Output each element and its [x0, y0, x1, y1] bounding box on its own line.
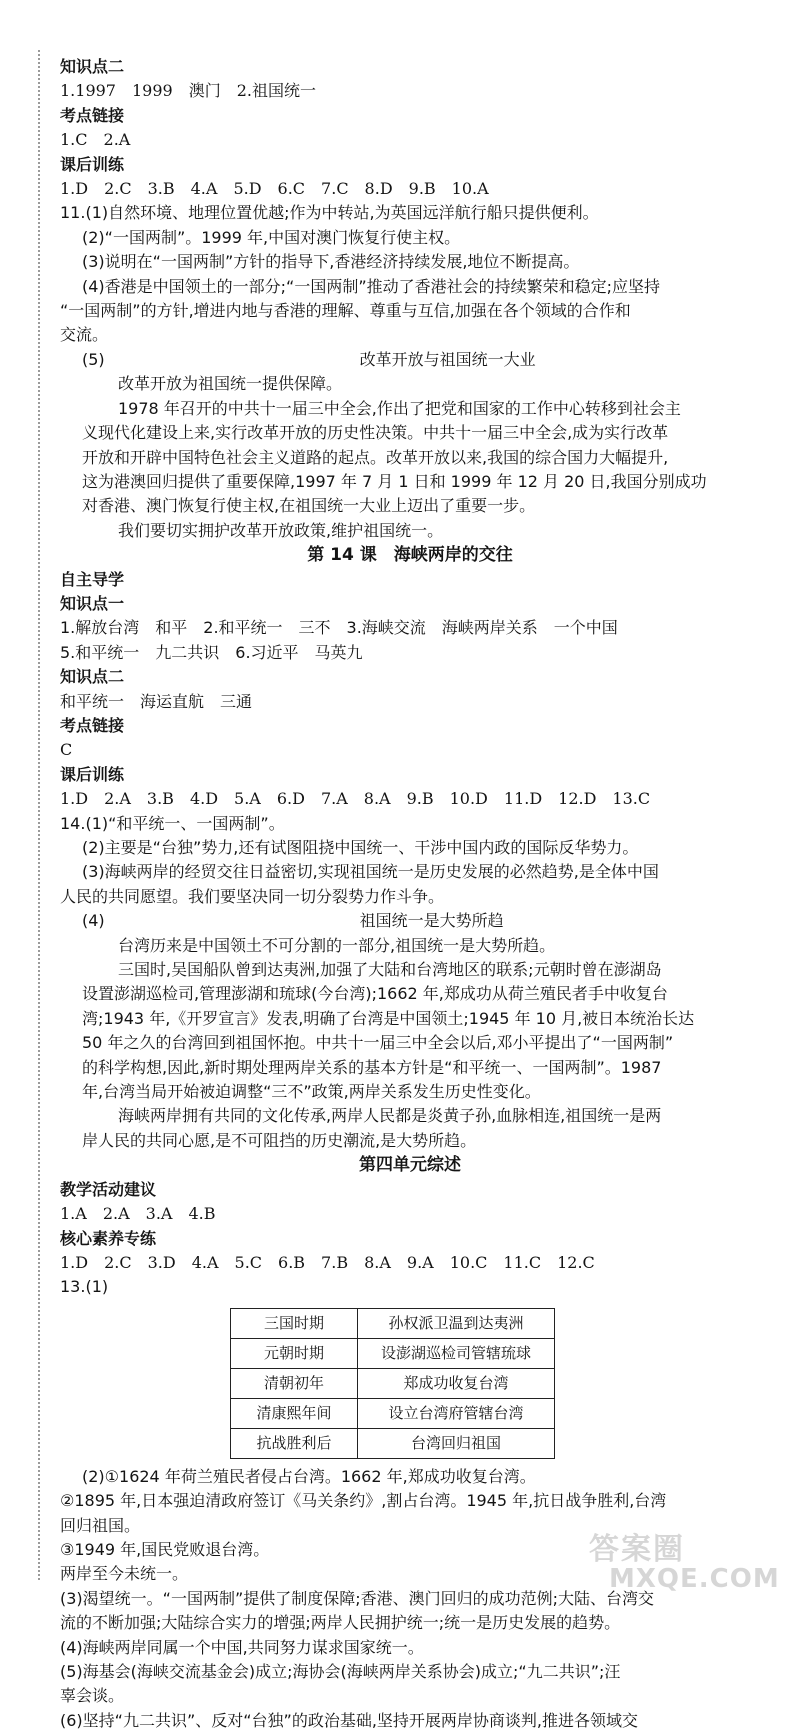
- unit-title: [60, 1153, 760, 1177]
- essay-line: 岸人民的共同心愿,是不可阻挡的历史潮流,是大势所趋。: [82, 1130, 477, 1150]
- essay-line: 这为港澳回归提供了重要保障,1997 年 7 月 1 日和 1999 年 12 月 20 日,我国分别成功: [82, 471, 707, 491]
- section-heading: 知识点二: [60, 667, 125, 687]
- answer-line: 1.D 2.C 3.D 4.A 5.C 6.B 7.B 8.A 9.A 10.C 11.C 12.C: [60, 1252, 595, 1272]
- table-cell-event: 郑成功收复台湾: [358, 1368, 555, 1398]
- answer-line: 和平统一 海运直航 三通: [60, 691, 253, 711]
- answer-line: 14.(1)“和平统一、一国两制”。: [60, 813, 285, 833]
- answer-line: ③1949 年,国民党败退台湾。: [60, 1539, 270, 1559]
- answer-content: [60, 55, 760, 1733]
- answer-line: C: [60, 740, 73, 760]
- question-label: (4): [82, 911, 105, 931]
- answer-line: 回归祖国。: [60, 1515, 141, 1535]
- answer-line: “一国两制”的方针,增进内地与香港的理解、尊重与互信,加强在各个领域的合作和: [60, 301, 631, 321]
- watermark-url: MXQE.COM: [609, 1564, 780, 1594]
- answer-line: (3)海峡两岸的经贸交往日益密切,实现祖国统一是历史发展的必然趋势,是全体中国: [82, 862, 659, 882]
- site-watermark: [589, 1524, 779, 1594]
- essay-line: 设置澎湖巡检司,管理澎湖和琉球(今台湾);1662 年,郑成功从荷兰殖民者手中收复台: [82, 984, 668, 1004]
- lesson-title: 第 14 课 海峡两岸的交往: [307, 545, 513, 566]
- binding-dotted-line: [38, 50, 40, 1580]
- table-row: [231, 1308, 555, 1338]
- essay-title-line: [60, 909, 760, 933]
- essay-line: 开放和开辟中国特色社会主义道路的起点。改革开放以来,我国的综合国力大幅提升,: [82, 447, 669, 467]
- section-heading: 教学活动建议: [60, 1179, 157, 1199]
- answer-line: 1.A 2.A 3.A 4.B: [60, 1204, 216, 1224]
- essay-line: 湾;1943 年,《开罗宣言》发表,明确了台湾是中国领土;1945 年 10 月,被日本统治长达: [82, 1008, 695, 1028]
- answer-line: (4)香港是中国领土的一部分;“一国两制”推动了香港社会的持续繁荣和稳定;应坚持: [82, 276, 661, 296]
- section-heading: 知识点一: [60, 593, 125, 613]
- answer-line: 1.D 2.A 3.B 4.D 5.A 6.D 7.A 8.A 9.B 10.D 11.D 12.D 13.C: [60, 789, 651, 809]
- essay-line: 改革开放为祖国统一提供保障。: [118, 374, 343, 394]
- section-heading: 考点链接: [60, 105, 125, 125]
- table-cell-period: 元朝时期: [231, 1338, 358, 1368]
- answer-line: 辜会谈。: [60, 1686, 125, 1706]
- table-row: [231, 1368, 555, 1398]
- essay-line: 对香港、澳门恢复行使主权,在祖国统一大业上迈出了重要一步。: [82, 496, 536, 516]
- table-cell-period: 清朝初年: [231, 1368, 358, 1398]
- table-row: [231, 1428, 555, 1458]
- answer-line: (2)主要是“台独”势力,还有试图阻挠中国统一、干涉中国内政的国际反华势力。: [82, 838, 639, 857]
- answer-line: 5.和平统一 九二共识 6.习近平 马英九: [60, 642, 363, 662]
- essay-line: 年,台湾当局开始被迫调整“三不”政策,两岸关系发生历史性变化。: [82, 1082, 541, 1102]
- answer-line: (3)渴望统一。“一国两制”提供了制度保障;香港、澳门回归的成功范例;大陆、台湾交: [60, 1588, 655, 1608]
- table-cell-event: 台湾回归祖国: [358, 1428, 555, 1458]
- essay-line: 1978 年召开的中共十一届三中全会,作出了把党和国家的工作中心转移到社会主: [118, 398, 681, 418]
- answer-line: 1.C 2.A: [60, 130, 131, 150]
- history-table: [230, 1308, 555, 1459]
- section-heading: 课后训练: [60, 154, 125, 174]
- table-cell-period: 清康熙年间: [231, 1398, 358, 1428]
- unit-title-text: 第四单元综述: [359, 1155, 461, 1176]
- essay-line: 台湾历来是中国领土不可分割的一部分,祖国统一是大势所趋。: [118, 935, 556, 955]
- question-label: 13.(1): [60, 1277, 109, 1297]
- answer-line: (2)①1624 年荷兰殖民者侵占台湾。1662 年,郑成功收复台湾。: [82, 1466, 536, 1486]
- answer-line: 交流。: [60, 325, 109, 345]
- answer-line: 11.(1)自然环境、地理位置优越;作为中转站,为英国远洋航行船只提供便利。: [60, 203, 599, 223]
- section-heading: 自主导学: [60, 569, 125, 589]
- table-row: [231, 1398, 555, 1428]
- answer-line: 1.解放台湾 和平 2.和平统一 三不 3.海峡交流 海峡两岸关系 一个中国: [60, 618, 618, 638]
- section-heading: 核心素养专练: [60, 1228, 157, 1248]
- answer-line: (6)坚持“九二共识”、反对“台独”的政治基础,坚持开展两岸协商谈判,推进各领域交: [60, 1710, 638, 1730]
- answer-line: 人民的共同愿望。我们要坚决同一切分裂势力作斗争。: [60, 886, 445, 906]
- question-label: (5): [82, 349, 105, 369]
- table-cell-event: 设澎湖巡检司管辖琉球: [358, 1338, 555, 1368]
- essay-line: 我们要切实拥护改革开放政策,维护祖国统一。: [118, 520, 444, 540]
- table-cell-period: 三国时期: [231, 1308, 358, 1338]
- answer-line: 1.1997 1999 澳门 2.祖国统一: [60, 81, 316, 101]
- answer-line: (2)“一国两制”。1999 年,中国对澳门恢复行使主权。: [82, 227, 461, 247]
- essay-title: 祖国统一是大势所趋: [359, 911, 504, 931]
- essay-line: 的科学构想,因此,新时期处理两岸关系的基本方针是“和平统一、一国两制”。1987: [82, 1057, 662, 1077]
- section-heading: 考点链接: [60, 715, 125, 735]
- answer-line: 1.D 2.C 3.B 4.A 5.D 6.C 7.C 8.D 9.B 10.A: [60, 179, 489, 199]
- table-row: [231, 1338, 555, 1368]
- section-heading: 知识点二: [60, 57, 125, 76]
- essay-line: 海峡两岸拥有共同的文化传承,两岸人民都是炎黄子孙,血脉相连,祖国统一是两: [118, 1106, 662, 1126]
- essay-line: 50 年之久的台湾回到祖国怀抱。中共十一届三中全会以后,邓小平提出了“一国两制”: [82, 1033, 674, 1053]
- essay-title-line: [60, 348, 760, 372]
- answer-line: (4)海峡两岸同属一个中国,共同努力谋求国家统一。: [60, 1637, 424, 1657]
- section-heading: 课后训练: [60, 764, 125, 784]
- essay-line: 三国时,吴国船队曾到达夷洲,加强了大陆和台湾地区的联系;元朝时曾在澎湖岛: [118, 960, 662, 980]
- answer-line: (5)海基会(海峡交流基金会)成立;海协会(海峡两岸关系协会)成立;“九二共识”;汪: [60, 1661, 621, 1681]
- answer-line: 流的不断加强;大陆综合实力的增强;两岸人民拥护统一;统一是历史发展的趋势。: [60, 1613, 621, 1633]
- essay-title: 改革开放与祖国统一大业: [359, 349, 536, 369]
- answer-line: ②1895 年,日本强迫清政府签订《马关条约》,割占台湾。1945 年,抗日战争胜利,台湾: [60, 1491, 667, 1511]
- table-cell-event: 孙权派卫温到达夷洲: [358, 1308, 555, 1338]
- table-cell-event: 设立台湾府管辖台湾: [358, 1398, 555, 1428]
- answer-line: (3)说明在“一国两制”方针的指导下,香港经济持续发展,地位不断提高。: [82, 252, 580, 272]
- answer-line: 两岸至今未统一。: [60, 1564, 189, 1584]
- watermark-logo: 答案圈: [589, 1532, 685, 1567]
- table-cell-period: 抗战胜利后: [231, 1428, 358, 1458]
- essay-line: 义现代化建设上来,实行改革开放的历史性决策。中共十一届三中全会,成为实行改革: [82, 423, 669, 443]
